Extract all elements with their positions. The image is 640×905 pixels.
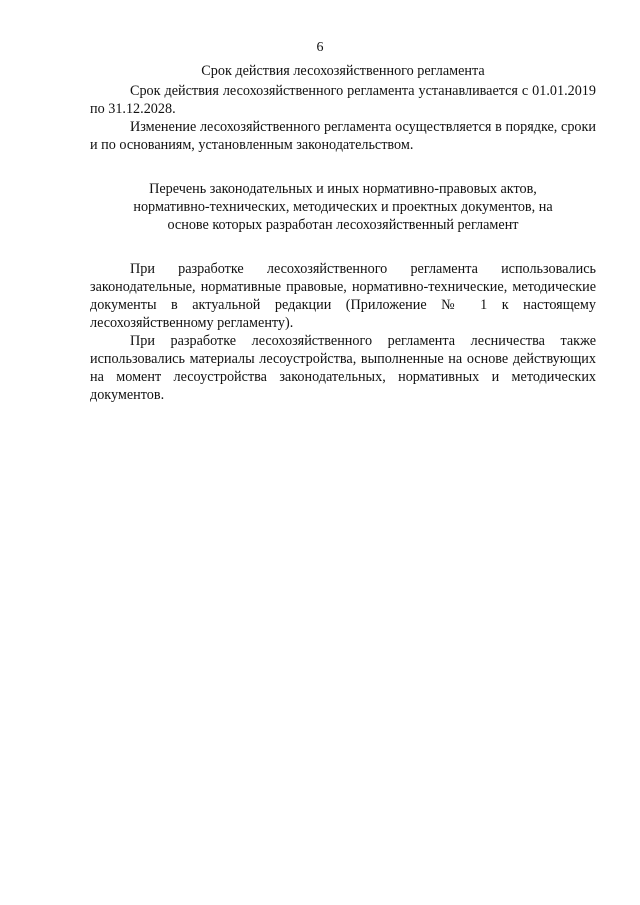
section-spacer (90, 234, 596, 260)
documents-section-title (90, 180, 596, 234)
documents-title-line-2: нормативно-технических, методических и проектных документов, на (133, 199, 553, 215)
validity-paragraph-1: Срок действия лесохозяйственного регламента устанавливается с 01.01.2019 по 31.12.2028. (90, 83, 596, 117)
documents-paragraph-2: При разработке лесохозяйственного регламента лесничества также использовались материалы лесоустройства, выполненные на основе действующих на момент лесоустройства законодательных, нормативных и методических документов. (90, 333, 596, 403)
documents-title-line-1: Перечень законодательных и иных нормативно-правовых актов, (149, 181, 537, 197)
validity-paragraph-2: Изменение лесохозяйственного регламента осуществляется в порядке, сроки и по основаниям, установленным законодательством. (90, 119, 596, 153)
page-content (90, 62, 596, 404)
documents-paragraph-1: При разработке лесохозяйственного регламента использовались законодательные, нормативные правовые, нормативно-технические, методические документы в актуальной редакции (Приложение № 1 к настоящему лесохозяйственному регламенту). (90, 261, 596, 331)
page-number: 6 (316, 40, 324, 55)
documents-title-line-3: основе которых разработан лесохозяйственный регламент (167, 217, 519, 233)
validity-heading: Срок действия лесохозяйственного регламента (201, 63, 485, 79)
